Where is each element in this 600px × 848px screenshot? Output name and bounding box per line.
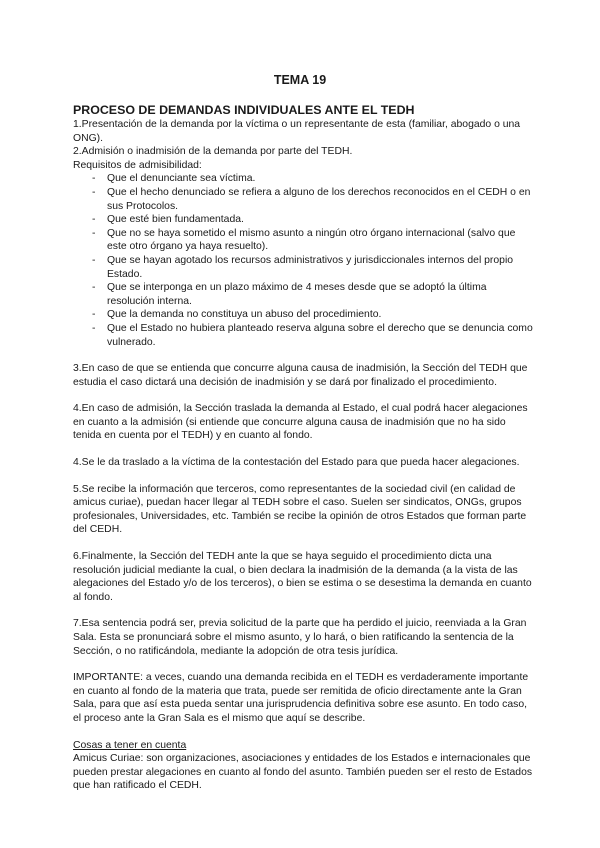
requirement-item: - Que el hecho denunciado se refiera a alguno de los derechos reconocidos en el CEDH o en sus Protocolos. <box>73 186 535 213</box>
requirements-list <box>73 172 535 349</box>
step-1: 1.Presentación de la demanda por la víctima o un representante de esta (familiar, abogado o una ONG). <box>73 119 521 144</box>
step-7: 7.Esa sentencia podrá ser, previa solicitud de la parte que ha perdido el juicio, reenviada a la Gran Sala. Esta se pronunciará sobre el mismo asunto, y lo hará, o bien ratificando la sentencia de la Sección, o no ratificándola, mediante la adopción de otra tesis jurídica. <box>73 618 527 657</box>
requirement-item: - Que la demanda no constituya un abuso del procedimiento. <box>73 308 535 322</box>
document-title: TEMA 19 <box>273 73 327 87</box>
section-heading: PROCESO DE DEMANDAS INDIVIDUALES ANTE EL TEDH <box>73 103 415 117</box>
requirements-label: Requisitos de admisibilidad: <box>73 159 202 171</box>
requirement-item: - Que no se haya sometido el mismo asunto a ningún otro órgano internacional (salvo que este otro órgano ya haya resuelto). <box>73 227 535 254</box>
requirement-item: - Que el denunciante sea víctima. <box>73 172 535 186</box>
step-5: 5.Se recibe la información que terceros, como representantes de la sociedad civil (en calidad de amicus curiae), puedan hacer llegar al TEDH sobre el caso. Suelen ser sindicatos, ONGs, grupos profesionales, Universidades, etc. También se recibe la opinión de otros Estados que forman parte del CEDH. <box>73 483 527 536</box>
document-body <box>73 103 535 793</box>
requirement-item: - Que se interponga en un plazo máximo de 4 meses desde que se adoptó la última resolución interna. <box>73 281 535 308</box>
step-2: 2.Admisión o inadmisión de la demanda por parte del TEDH. <box>73 146 353 158</box>
step-4-victim: 4.Se le da traslado a la víctima de la contestación del Estado para que pueda hacer alegaciones. <box>73 457 520 469</box>
important-note: IMPORTANTE: a veces, cuando una demanda recibida en el TEDH es verdaderamente importante en cuanto al fondo de la materia que trata, puede ser remitida de oficio directamente ante la Gran Sala, para que así esta pueda sentar una jurisprudencia definitiva sobre ese asunto. En todo caso, el proceso ante la Gran Sala es el mismo que aquí se describe. <box>73 672 529 724</box>
requirement-item: - Que se hayan agotado los recursos administrativos y jurisdiccionales internos del propio Estado. <box>73 254 535 281</box>
notes-heading: Cosas a tener en cuenta <box>73 739 187 751</box>
step-6: 6.Finalmente, la Sección del TEDH ante la que se haya seguido el procedimiento dicta una resolución judicial mediante la cual, o bien declara la inadmisión de la demanda (a la vista de las alegaciones del Estado y/o de los terceros), o bien se estima o se desestima la demanda en cuanto al fondo. <box>73 551 532 603</box>
requirement-item: - Que esté bien fundamentada. <box>73 213 535 227</box>
requirement-item: - Que el Estado no hubiera planteado reserva alguna sobre el derecho que se denuncia como vulnerado. <box>73 322 535 349</box>
step-4-admission: 4.En caso de admisión, la Sección traslada la demanda al Estado, el cual podrá hacer alegaciones en cuanto a la admisión (si entiende que concurre alguna causa de inadmisión que no ha sido tenida en cuenta por el TEDH) y en cuanto al fondo. <box>73 403 528 442</box>
notes-text: Amicus Curiae: son organizaciones, asociaciones y entidades de los Estados e internacionales que pueden prestar alegaciones en cuanto al fondo del asunto. También pueden ser el resto de Estados que han ratificado el CEDH. <box>73 753 533 792</box>
step-3: 3.En caso de que se entienda que concurre alguna causa de inadmisión, la Sección del TEDH que estudia el caso dictará una decisión de inadmisión y se dará por finalizado el procedimiento. <box>73 363 528 388</box>
